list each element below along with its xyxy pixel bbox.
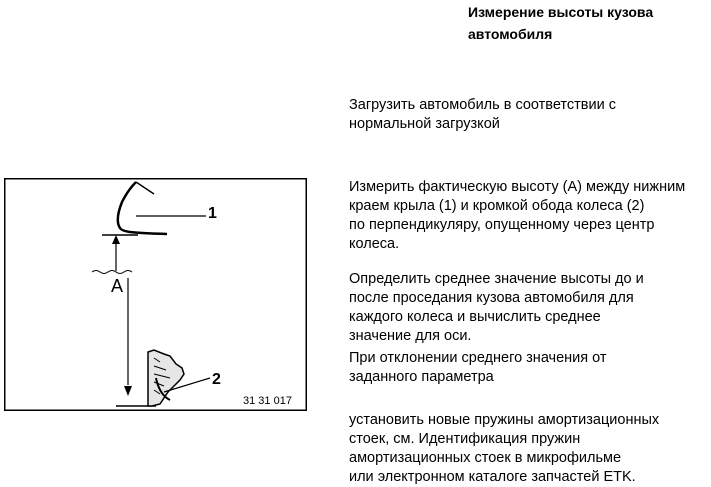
text-line: нормальной загрузкой bbox=[349, 116, 500, 132]
fender-edge bbox=[118, 182, 167, 234]
instruction-load-vehicle bbox=[349, 96, 689, 134]
title-line: Измерение высоты кузова bbox=[468, 4, 654, 20]
rim-callout-label: 2 bbox=[212, 371, 221, 388]
text-line: установить новые пружины амортизационных bbox=[349, 412, 660, 428]
lower-arrowhead bbox=[124, 386, 132, 396]
text-line: Измерить фактическую высоту (А) между нижним bbox=[349, 179, 686, 195]
text-line: стоек, см. Идентификация пружин bbox=[349, 431, 581, 447]
text-line: Определить среднее значение высоты до и bbox=[349, 271, 644, 287]
height-dimension-label: A bbox=[111, 276, 124, 296]
text-line: Загрузить автомобиль в соответствии с bbox=[349, 97, 616, 113]
fender-top bbox=[136, 182, 154, 194]
height-measurement-figure bbox=[4, 178, 307, 411]
text-line: краем крыла (1) и кромкой обода колеса (2) bbox=[349, 198, 645, 214]
instruction-deviation bbox=[349, 349, 679, 387]
instruction-measure-height bbox=[349, 178, 711, 254]
title-line: автомобиля bbox=[468, 26, 553, 42]
text-line: по перпендикуляру, опущенному через центр bbox=[349, 217, 655, 233]
text-line: после проседания кузова автомобиля для bbox=[349, 290, 634, 306]
text-line: значение для оси. bbox=[349, 328, 472, 344]
measurement-diagram bbox=[4, 178, 307, 411]
text-line: колеса. bbox=[349, 236, 400, 252]
fender-callout-label: 1 bbox=[208, 205, 217, 222]
text-line: При отклонении среднего значения от bbox=[349, 350, 607, 366]
text-line: каждого колеса и вычислить среднее bbox=[349, 309, 601, 325]
text-line: или электронном каталоге запчастей ETK. bbox=[349, 469, 636, 485]
break-mark bbox=[92, 271, 132, 274]
figure-code: 31 31 017 bbox=[243, 395, 292, 407]
page-title bbox=[468, 1, 708, 45]
instruction-average-height bbox=[349, 270, 699, 346]
text-line: заданного параметра bbox=[349, 369, 494, 385]
instruction-replace-springs bbox=[349, 411, 709, 487]
text-line: амортизационных стоек в микрофильме bbox=[349, 450, 622, 466]
